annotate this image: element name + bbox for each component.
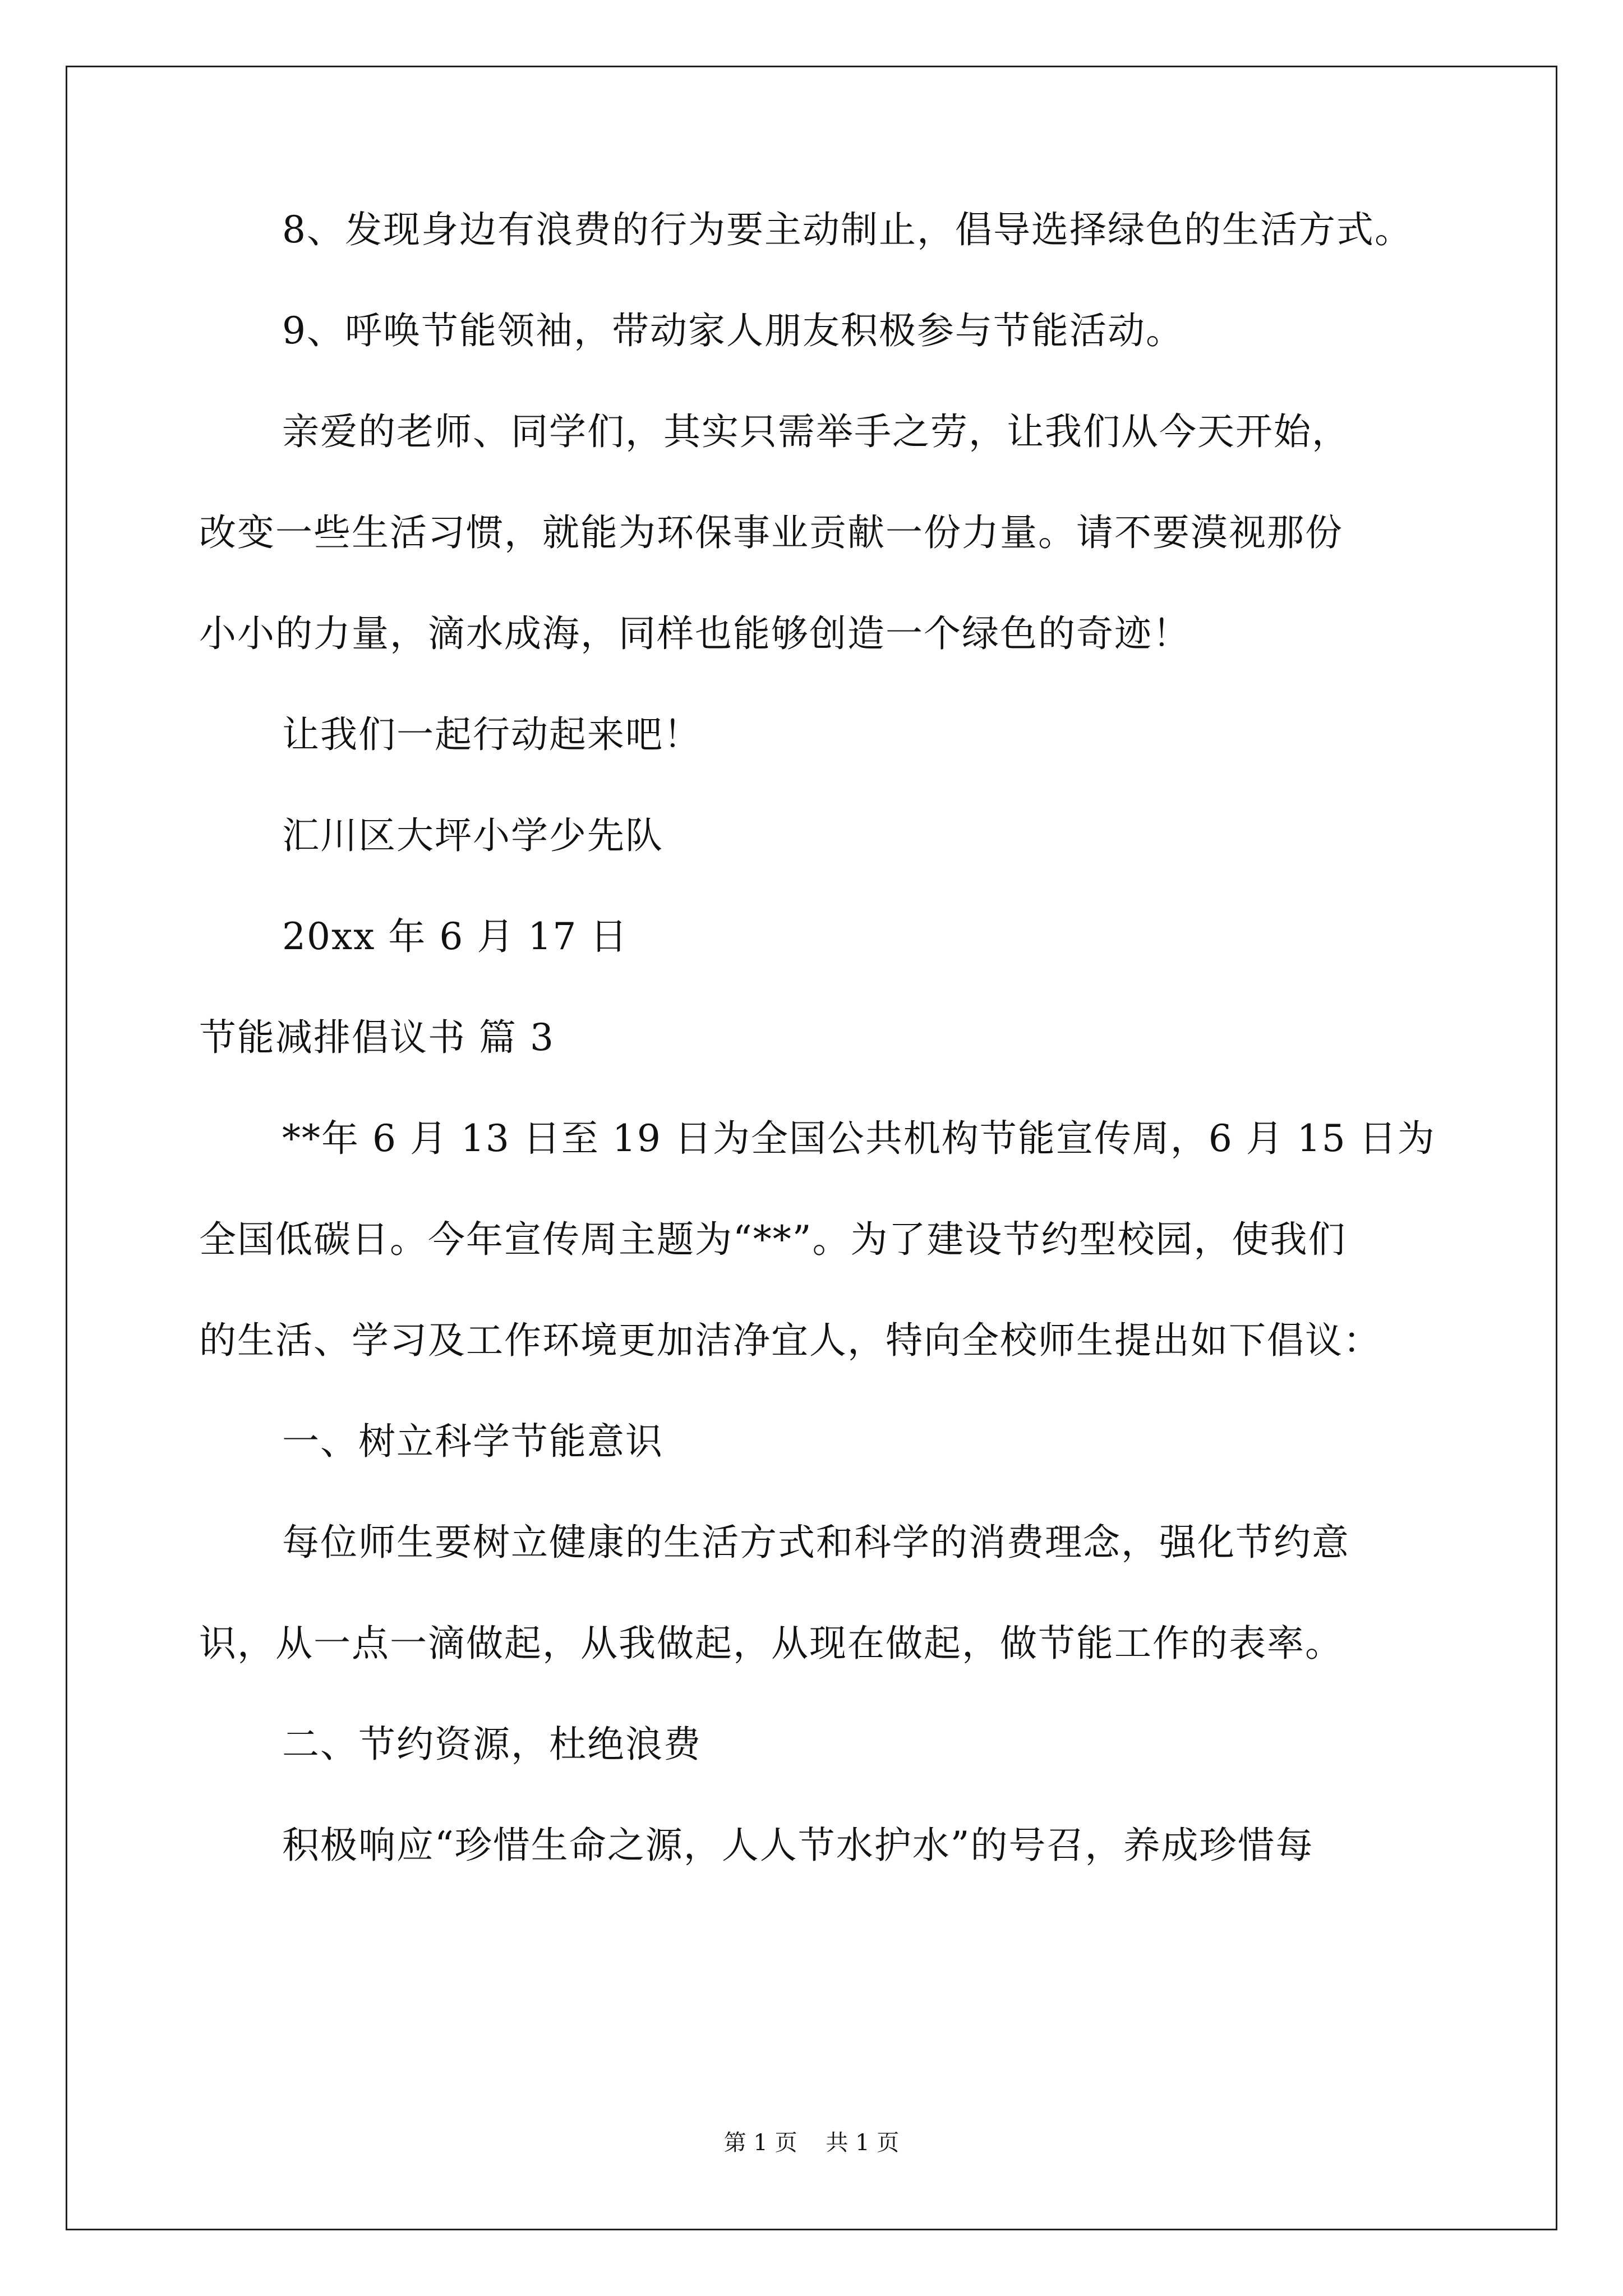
paragraph-line-3: 亲爱的老师、同学们，其实只需举手之劳，让我们从今天开始， — [282, 410, 1350, 453]
subheading-1: 一、树立科学节能意识 — [282, 1420, 663, 1463]
signature-date: 20xx 年 6 月 17 日 — [282, 915, 629, 958]
paragraph-line-12: 的生活、学习及工作环境更加洁净宜人，特向全校师生提出如下倡议： — [199, 1319, 1381, 1362]
paragraph-line-10: **年 6 月 13 日至 19 日为全国公共机构节能宣传周，6 月 15 日为 — [282, 1117, 1436, 1160]
paragraph-line-14: 每位师生要树立健康的生活方式和科学的消费理念，强化节约意 — [282, 1521, 1350, 1564]
paragraph-line-15: 识，从一点一滴做起，从我做起，从现在做起，做节能工作的表率。 — [199, 1622, 1343, 1665]
paragraph-line-5: 小小的力量，滴水成海，同样也能够创造一个绿色的奇迹！ — [199, 612, 1191, 655]
paragraph-line-4: 改变一些生活习惯，就能为环保事业贡献一份力量。请不要漠视那份 — [199, 511, 1343, 554]
paragraph-line-6: 让我们一起行动起来吧！ — [282, 713, 702, 756]
signature-organization: 汇川区大坪小学少先队 — [282, 814, 663, 857]
subheading-2: 二、节约资源，杜绝浪费 — [282, 1723, 702, 1766]
paragraph-line-2: 9、呼唤节能领袖，带动家人朋友积极参与节能活动。 — [282, 309, 1184, 352]
page-number-footer: 第 1 页 共 1 页 — [723, 2130, 900, 2156]
paragraph-line-17: 积极响应“珍惜生命之源，人人节水护水”的号召，养成珍惜每 — [282, 1824, 1314, 1867]
paragraph-line-11: 全国低碳日。今年宣传周主题为“**”。为了建设节约型校园，使我们 — [199, 1218, 1347, 1261]
paragraph-line-1: 8、发现身边有浪费的行为要主动制止，倡导选择绿色的生活方式。 — [282, 208, 1413, 251]
section-heading: 节能减排倡议书 篇 3 — [199, 1016, 555, 1059]
